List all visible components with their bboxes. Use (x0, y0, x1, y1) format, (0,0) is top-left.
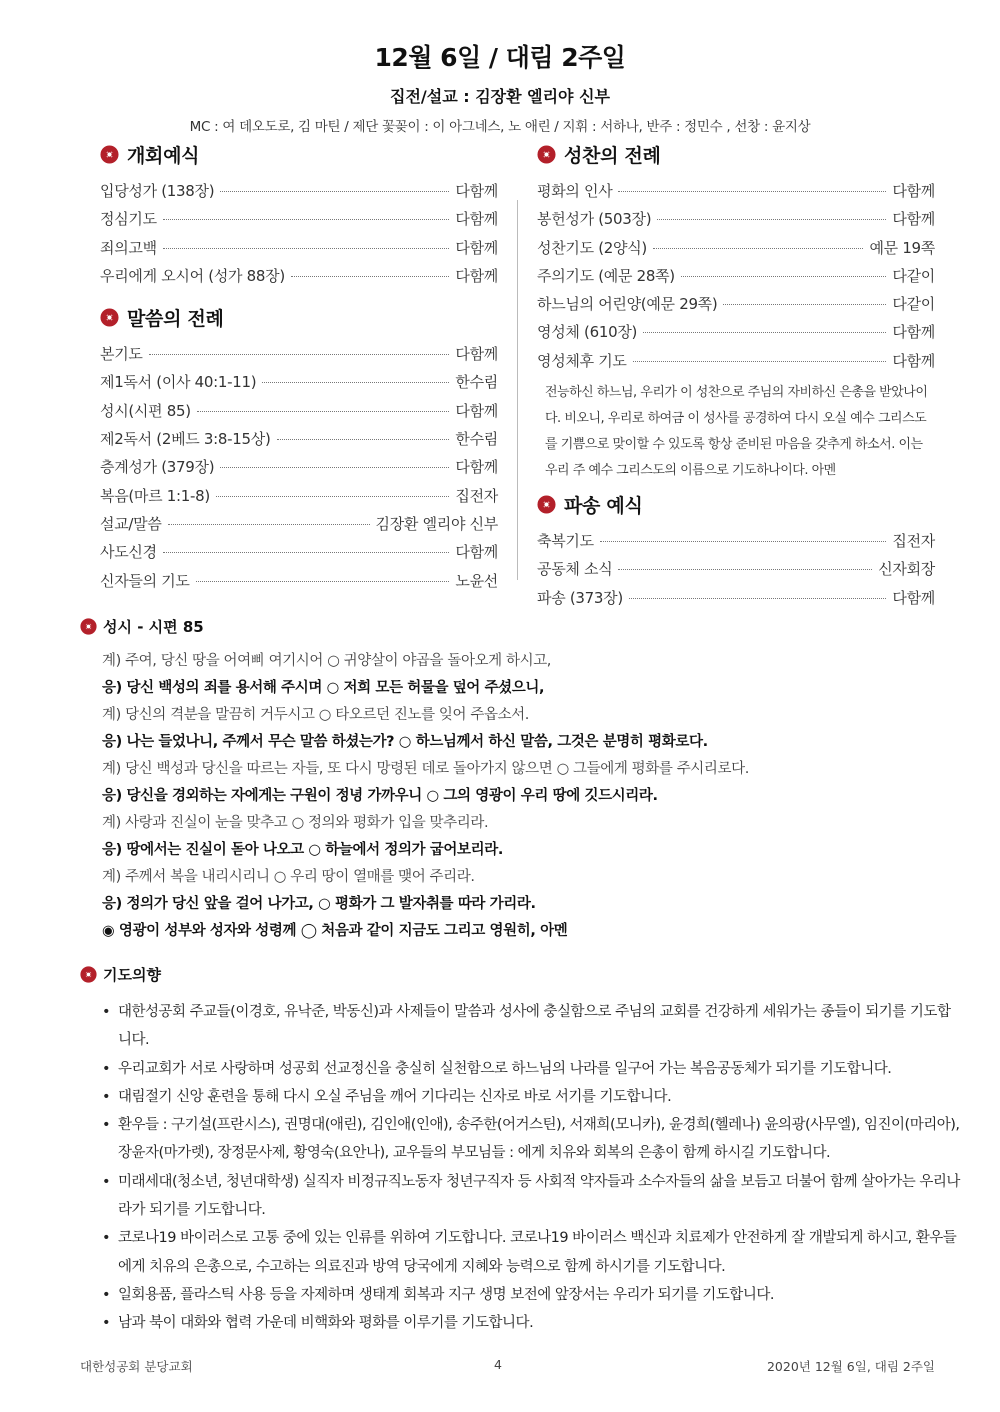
psalm-verse: 계) 주여, 당신 땅을 어여삐 여기시어 ○ 귀양살이 야곱을 돌아오게 하시고, (102, 653, 552, 669)
celtic-cross-icon (80, 966, 97, 983)
order-item (100, 485, 498, 513)
order-item (100, 343, 498, 371)
intention-item: • 대림절기 신앙 훈련을 통해 다시 오실 주님을 깨어 기다리는 신자로 바로 서기를 기도합니다. (102, 1083, 960, 1111)
leader-dots (723, 304, 886, 305)
psalm-verse: 계) 사랑과 진실이 눈을 맞추고 ○ 정의와 평화가 입을 맞추리라. (102, 815, 489, 831)
order-item-name: 죄의고백 (100, 238, 157, 257)
order-item-leader: 다함께 (455, 401, 498, 420)
leader-dots (618, 191, 886, 192)
order-item-leader: 한수림 (455, 373, 498, 392)
section-title: 파송 예식 (564, 494, 643, 517)
leader-dots (629, 598, 887, 599)
post-communion-prayer: 전능하신 하느님, 우리가 이 성찬으로 주님의 자비하신 은총을 받았나이다. 비오니, 우리로 하여금 이 성사를 공경하여 다시 오실 예수 그리스도를 기쁨으로 맞이할 수 있도록 항상 준비된 마음을 갖추게 하소서. 이는 우리 주 예수 그리스도의 이름으로 기도하나이다. 아멘 (545, 385, 928, 479)
order-item-name: 정심기도 (100, 210, 157, 229)
psalm-verse: ◉ 영광이 성부와 성자와 성령께 ◯ 처음과 같이 지금도 그리고 영원히, 아멘 (102, 923, 568, 939)
order-item-leader: 다함께 (455, 543, 498, 562)
order-item (537, 587, 935, 615)
intentions-heading (80, 962, 960, 986)
leader-dots (163, 248, 450, 249)
leader-dots (262, 382, 449, 383)
order-item-leader: 다함께 (892, 351, 935, 370)
order-item (537, 180, 935, 208)
psalm-verse: 계) 당신의 격분을 말끔히 거두시고 ○ 타오르던 진노를 잊어 주옵소서. (102, 707, 529, 723)
intention-item: • 대한성공회 주교들(이경호, 유낙준, 박동신)과 사제들이 말씀과 성사에 충실함으로 주님의 교회를 건강하게 세워가는 종들이 되기를 기도합니다. (102, 998, 960, 1055)
psalm-verse: 계) 당신 백성과 당신을 따르는 자들, 또 다시 망령된 데로 돌아가지 않으면 ○ 그들에게 평화를 주시리로다. (102, 761, 749, 777)
leader-dots (163, 552, 450, 553)
intentions-list (80, 998, 960, 1338)
order-item (537, 265, 935, 293)
intention-item: • 미래세대(청소년, 청년대학생) 실직자 비정규직노동자 청년구직자 등 사회적 약자들과 소수자들의 삶을 보듬고 더불어 함께 살아가는 우리나라가 되기를 기도합니다. (102, 1168, 960, 1225)
order-item-name: 사도신경 (100, 543, 157, 562)
leader-dots (653, 248, 864, 249)
left-column (100, 142, 498, 598)
leader-dots (643, 332, 886, 333)
order-item-name: 설교/말씀 (100, 514, 162, 533)
order-item-name: 제2독서 (2베드 3:8-15상) (100, 430, 271, 449)
order-item (537, 350, 935, 378)
celtic-cross-icon (537, 495, 556, 514)
leader-dots (220, 191, 449, 192)
order-item-leader: 신자회장 (878, 560, 935, 579)
order-item-name: 층계성가 (379장) (100, 458, 215, 477)
page-footer (80, 1357, 935, 1375)
order-item-leader: 김장환 엘리야 신부 (375, 514, 498, 533)
order-item-name: 하느님의 어린양(예문 29쪽) (537, 295, 718, 314)
order-item-leader: 다함께 (892, 182, 935, 200)
order-list-dismissal (537, 530, 935, 615)
order-item-name: 성찬기도 (2양식) (537, 238, 647, 257)
page-header (0, 38, 1000, 135)
leader-dots (291, 276, 450, 277)
psalm-verse: 응) 당신을 경외하는 자에게는 구원이 정녕 가까우니 ○ 그의 영광이 우리 땅에 깃드시리라. (102, 788, 658, 804)
order-item-leader: 다함께 (455, 345, 498, 364)
order-item (100, 428, 498, 456)
order-item-leader: 다함께 (892, 588, 935, 607)
order-item-name: 평화의 인사 (537, 182, 613, 200)
order-item-leader: 다함께 (892, 210, 935, 229)
celtic-cross-icon (537, 145, 556, 164)
section-title: 말씀의 전례 (127, 307, 224, 330)
celtic-cross-icon (80, 618, 97, 635)
order-item-leader: 다함께 (455, 238, 498, 257)
celtic-cross-icon (100, 145, 119, 164)
order-item-name: 입당성가 (138장) (100, 182, 215, 200)
order-item-leader: 집전자 (455, 486, 498, 505)
psalm-verses (80, 648, 940, 945)
order-item (100, 400, 498, 428)
order-list-word (100, 343, 498, 598)
section-heading-opening (100, 142, 498, 166)
psalm-heading (80, 614, 940, 638)
order-item (100, 208, 498, 236)
order-item-leader: 다함께 (455, 458, 498, 477)
section-title: 성찬의 전례 (564, 144, 661, 167)
celtic-cross-icon (100, 308, 119, 327)
footer-date: 2020년 12월 6일, 대림 2주일 (766, 1359, 935, 1374)
column-divider (517, 200, 518, 580)
leader-dots (277, 439, 450, 440)
ministers-line: MC : 여 데오도로, 김 마틴 / 제단 꽃꽂이 : 이 아그네스, 노 애린 / 지휘 : 서하나, 반주 : 정민수 , 선창 : 윤지상 (189, 119, 811, 135)
order-item-name: 본기도 (100, 345, 143, 364)
order-item-leader: 다같이 (892, 295, 935, 314)
leader-dots (168, 524, 370, 525)
psalm-verse: 응) 땅에서는 진실이 돋아 나오고 ○ 하늘에서 정의가 굽어보리라. (102, 842, 503, 858)
leader-dots (197, 411, 450, 412)
page-number: 4 (494, 1357, 502, 1372)
order-item (100, 541, 498, 569)
prayer-intentions-section (80, 962, 960, 1338)
order-item-leader: 노윤선 (455, 571, 498, 590)
footer-church-name: 대한성공회 분당교회 (80, 1359, 193, 1374)
order-list-eucharist (537, 180, 935, 378)
leader-dots (196, 581, 450, 582)
order-item-name: 파송 (373장) (537, 588, 623, 607)
order-item-leader: 집전자 (892, 532, 935, 551)
order-item (100, 180, 498, 208)
order-item-name: 신자들의 기도 (100, 571, 190, 590)
order-item (537, 321, 935, 349)
leader-dots (633, 361, 887, 362)
order-item-name: 영성체후 기도 (537, 351, 627, 370)
psalm-verse: 응) 당신 백성의 죄를 용서해 주시며 ○ 저희 모든 허물을 덮어 주셨으니, (102, 680, 545, 696)
leader-dots (681, 276, 887, 277)
leader-dots (216, 496, 449, 497)
order-item (100, 456, 498, 484)
psalm-section (80, 614, 940, 945)
psalm-verse: 계) 주께서 복을 내리시리니 ○ 우리 땅이 열매를 맺어 주리라. (102, 869, 475, 885)
order-item-name: 우리에게 오시어 (성가 88장) (100, 266, 285, 285)
order-item-leader: 다같이 (892, 266, 935, 285)
order-item-leader: 다함께 (455, 266, 498, 285)
order-item-name: 공동체 소식 (537, 560, 613, 579)
order-item-name: 영성체 (610장) (537, 323, 638, 342)
order-item-leader: 한수림 (455, 430, 498, 449)
section-heading-dismissal (537, 492, 935, 516)
intention-item: • 우리교회가 서로 사랑하며 성공회 선교정신을 충실히 실천함으로 하느님의 나라를 일구어 가는 복음공동체가 되기를 기도합니다. (102, 1055, 960, 1083)
order-item-name: 제1독서 (이사 40:1-11) (100, 373, 257, 392)
intentions-title: 기도의향 (103, 965, 161, 984)
section-title: 개회예식 (127, 144, 200, 167)
celebrant-line: 집전/설교 : 김장환 엘리야 신부 (390, 87, 610, 106)
order-list-opening (100, 180, 498, 293)
order-item (537, 558, 935, 586)
order-item-leader: 다함께 (455, 210, 498, 229)
psalm-verse: 응) 정의가 당신 앞을 걸어 나가고, ○ 평화가 그 발자취를 따라 가리라. (102, 896, 536, 912)
leader-dots (220, 467, 449, 468)
section-heading-word (100, 305, 498, 329)
order-item (537, 237, 935, 265)
leader-dots (149, 354, 450, 355)
leader-dots (600, 541, 887, 542)
order-item-name: 주의기도 (예문 28쪽) (537, 266, 675, 285)
order-item-name: 성시(시편 85) (100, 401, 191, 420)
right-column (537, 142, 935, 615)
order-item (100, 265, 498, 293)
order-item (537, 530, 935, 558)
psalm-verse: 응) 나는 들었나니, 주께서 무슨 말씀 하셨는가? ○ 하느님께서 하신 말씀, 그것은 분명히 평화로다. (102, 734, 708, 750)
order-item (100, 371, 498, 399)
intention-item: • 일회용품, 플라스틱 사용 등을 자제하며 생태계 회복과 지구 생명 보전에 앞장서는 우리가 되기를 기도합니다. (102, 1281, 960, 1309)
order-item-name: 봉헌성가 (503장) (537, 210, 652, 229)
leader-dots (163, 219, 450, 220)
order-item (537, 293, 935, 321)
order-item (100, 237, 498, 265)
order-item-name: 축복기도 (537, 532, 594, 551)
order-item (537, 208, 935, 236)
intention-item: • 환우들 : 구기설(프란시스), 권명대(애린), 김인애(인애), 송주한(어거스틴), 서재희(모니카), 윤경희(헬레나) 윤의광(사무엘), 임진이(마리아), 장윤자(마가렛), 장정문사제, 황영숙(요안나), 교우들의 부모님들 : 에게 치유와 회복의 은총이 함께 하시길 기도합니다. (102, 1111, 960, 1168)
psalm-title: 성시 - 시편 85 (103, 617, 204, 636)
leader-dots (618, 569, 872, 570)
order-item-leader: 다함께 (455, 182, 498, 200)
leader-dots (657, 219, 886, 220)
intention-item: • 코로나19 바이러스로 고통 중에 있는 인류를 위하여 기도합니다. 코로나19 바이러스 백신과 치료제가 안전하게 잘 개발되게 하시고, 환우들에게 치유의 은총으로, 수고하는 의료진과 방역 당국에게 지혜와 능력으로 함께 하시기를 기도합니다. (102, 1224, 960, 1281)
page-title: 12월 6일 / 대림 2주일 (374, 43, 626, 72)
intention-item: • 남과 북이 대화와 협력 가운데 비핵화와 평화를 이루기를 기도합니다. (102, 1309, 960, 1337)
order-item-leader: 예문 19쪽 (869, 238, 935, 257)
order-item-leader: 다함께 (892, 323, 935, 342)
order-item (100, 513, 498, 541)
section-heading-eucharist (537, 142, 935, 166)
order-item-name: 복음(마르 1:1-8) (100, 486, 210, 505)
order-item (100, 570, 498, 598)
